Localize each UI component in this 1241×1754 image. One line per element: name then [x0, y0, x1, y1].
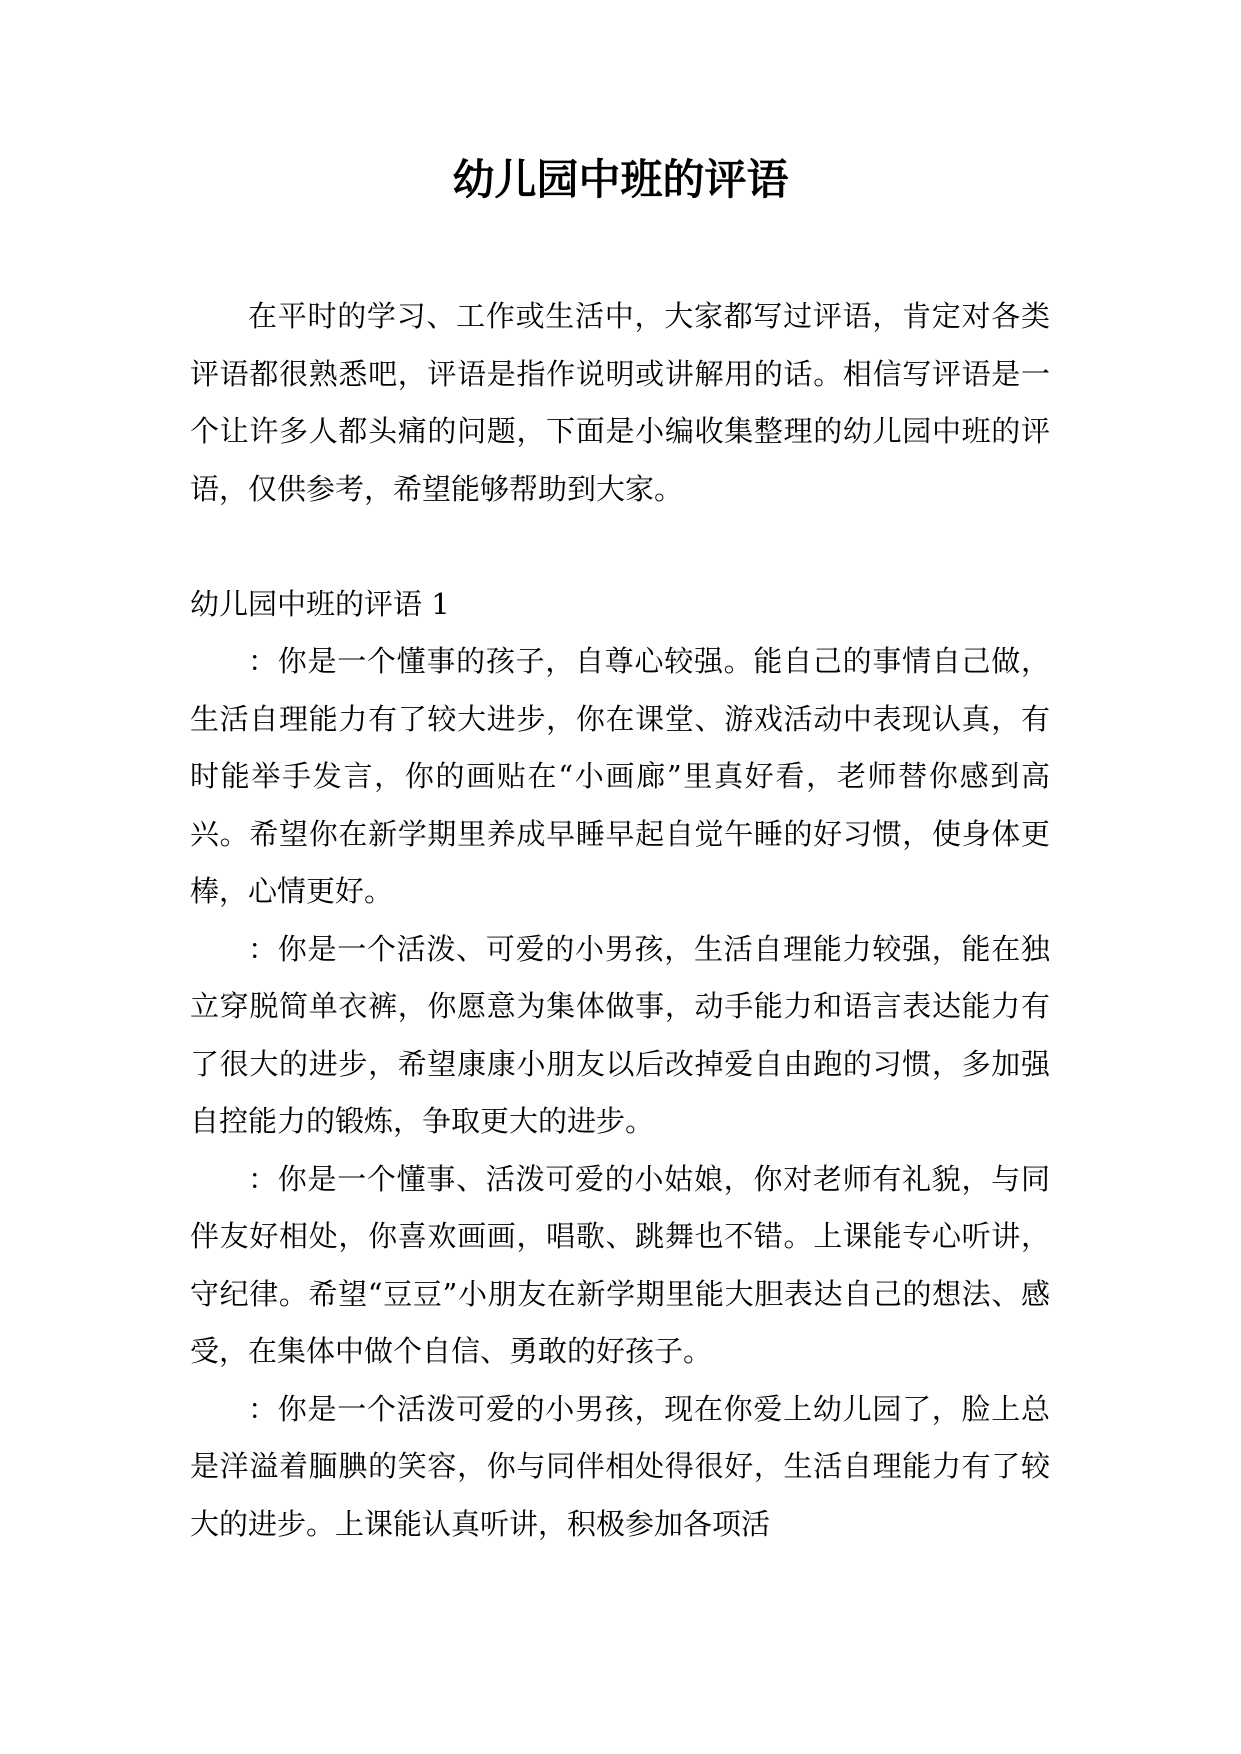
comment-paragraph: ：你是一个懂事的孩子，自尊心较强。能自己的事情自己做，生活自理能力有了较大进步，你在课堂、游戏活动中表现认真，有时能举手发言，你的画贴在“小画廊”里真好看，老师替你感到高兴。希望你在新学期里养成早睡早起自觉午睡的好习惯，使身体更棒，心情更好。: [190, 644, 1050, 908]
comment-paragraph: ：你是一个活泼可爱的小男孩，现在你爱上幼儿园了，脸上总是洋溢着腼腆的笑容，你与同伴相处得很好，生活自理能力有了较大的进步。上课能认真听讲，积极参加各项活: [190, 1391, 1050, 1541]
comment-paragraph: ：你是一个活泼、可爱的小男孩，生活自理能力较强，能在独立穿脱简单衣裤，你愿意为集体做事，动手能力和语言表达能力有了很大的进步，希望康康小朋友以后改掉爱自由跑的习惯，多加强自控能力的锻炼，争取更大的进步。: [190, 931, 1050, 1138]
section-heading: 幼儿园中班的评语 1: [190, 586, 450, 621]
document-body: [190, 288, 1050, 1553]
comment-paragraph: ：你是一个懂事、活泼可爱的小姑娘，你对老师有礼貌，与同伴友好相处，你喜欢画画，唱歌、跳舞也不错。上课能专心听讲，守纪律。希望“豆豆”小朋友在新学期里能大胆表达自己的想法、感受，在集体中做个自信、勇敢的好孩子。: [190, 1161, 1050, 1368]
intro-paragraph: 在平时的学习、工作或生活中，大家都写过评语，肯定对各类评语都很熟悉吧，评语是指作说明或讲解用的话。相信写评语是一个让许多人都头痛的问题，下面是小编收集整理的幼儿园中班的评语，仅供参考，希望能够帮助到大家。: [190, 299, 1050, 506]
page-title: 幼儿园中班的评语: [452, 155, 789, 204]
